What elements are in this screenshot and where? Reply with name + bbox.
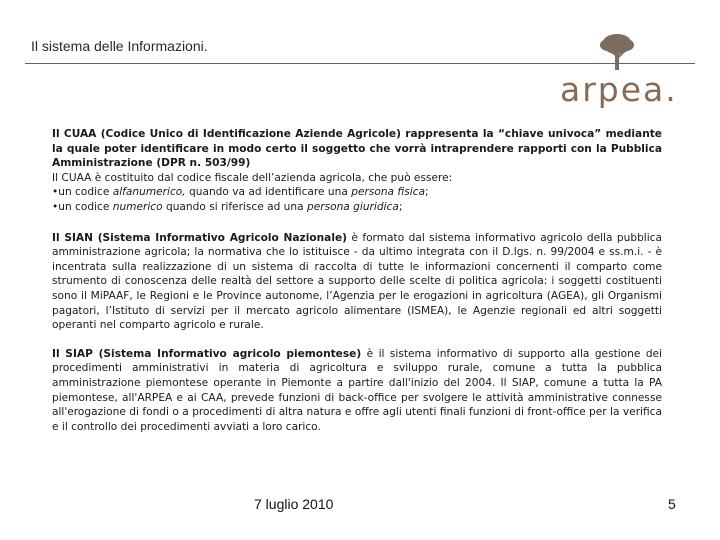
sian-body: è formato dal sistema informativo agricolo della pubblica amministrazione agricola; la normativa che lo istituisce - da ultimo integrata con il D.lgs. n. 99/2004 e ss.m.i. - è incentrata sulla realizzazione di un sistema di raccolta di tutte le informazioni concernenti il comparto come strumento di conoscenza delle realtà del settore a supporto delle scelte di politica agricola: i soggetti costituenti sono il MiPAAF, le Regioni e le Province autonome, l’Agenzia per le erogazioni in agricoltura (AGEA), gli Organismi pagatori, l’Istituto di servizi per il mercato agricolo alimentare (ISMEA), le Agenzie regionali ed altri soggetti operanti nel comparto agricolo e rurale. (52, 231, 662, 332)
cuaa-description: Il CUAA è costituito dal codice fiscale dell’azienda agricola, che può essere: (52, 171, 453, 184)
page-number: 5 (668, 496, 676, 512)
siap-body: è il sistema informativo di supporto alla gestione dei procedimenti amministrativi in materia di agricoltura e sviluppo rurale, comune a tutta la pubblica amministrazione piemontese operante in Piemonte a partire dall'inizio del 2004. Il SIAP, comune a tutta la PA piemontese, all'ARPEA e ai CAA, prevede funzioni di back-office per svolgere le attività amministrative connesse all'erogazione di fondi o a procedimenti di altra natura e offre agli utenti finali funzioni di front-office per la verifica e il controllo dei procedimenti avviati a loro carico. (52, 347, 663, 433)
bullet-1-middle: quando va ad identificare una (185, 186, 352, 199)
sian-lead: Il SIAN (Sistema Informativo Agricolo Nazionale) (52, 231, 347, 244)
logo-dot: . (665, 70, 678, 109)
bullet-1-subject: persona fisica (351, 186, 426, 199)
footer-date: 7 luglio 2010 (254, 496, 334, 512)
sian-section (52, 231, 662, 333)
cuaa-intro: Il CUAA (Codice Unico di Identificazione Aziende Agricole) rappresenta la “chiave univoca” mediante la quale poter identificare in modo certo il soggetto che vorrà intraprendere rapporti con la Pubblica Amministrazione (DPR n. 503/99) (52, 128, 662, 170)
bullet-1-prefix: •un codice (52, 186, 113, 199)
slide-title: Il sistema delle Informazioni. (31, 38, 208, 54)
tree-icon (598, 32, 636, 72)
arpea-logo (560, 32, 680, 108)
bullet-2-middle: quando si riferisce ad una (162, 200, 307, 213)
slide-body (52, 127, 662, 446)
bullet-1-term: alfanumerico, (112, 186, 186, 199)
logo-name: arpea (560, 70, 666, 109)
cuaa-bullet-1 (52, 185, 662, 200)
bullet-2-subject: persona giuridica (306, 200, 399, 213)
bullet-2-prefix: •un codice (52, 200, 113, 213)
cuaa-section (52, 127, 662, 215)
siap-section (52, 347, 662, 435)
bullet-1-end: ; (425, 186, 429, 199)
logo-wordmark (560, 72, 680, 108)
bullet-2-end: ; (398, 200, 403, 213)
cuaa-bullet-2 (52, 200, 662, 215)
siap-lead: Il SIAP (Sistema Informativo agricolo piemontese) (52, 347, 362, 360)
bullet-2-term: numerico (112, 200, 163, 213)
